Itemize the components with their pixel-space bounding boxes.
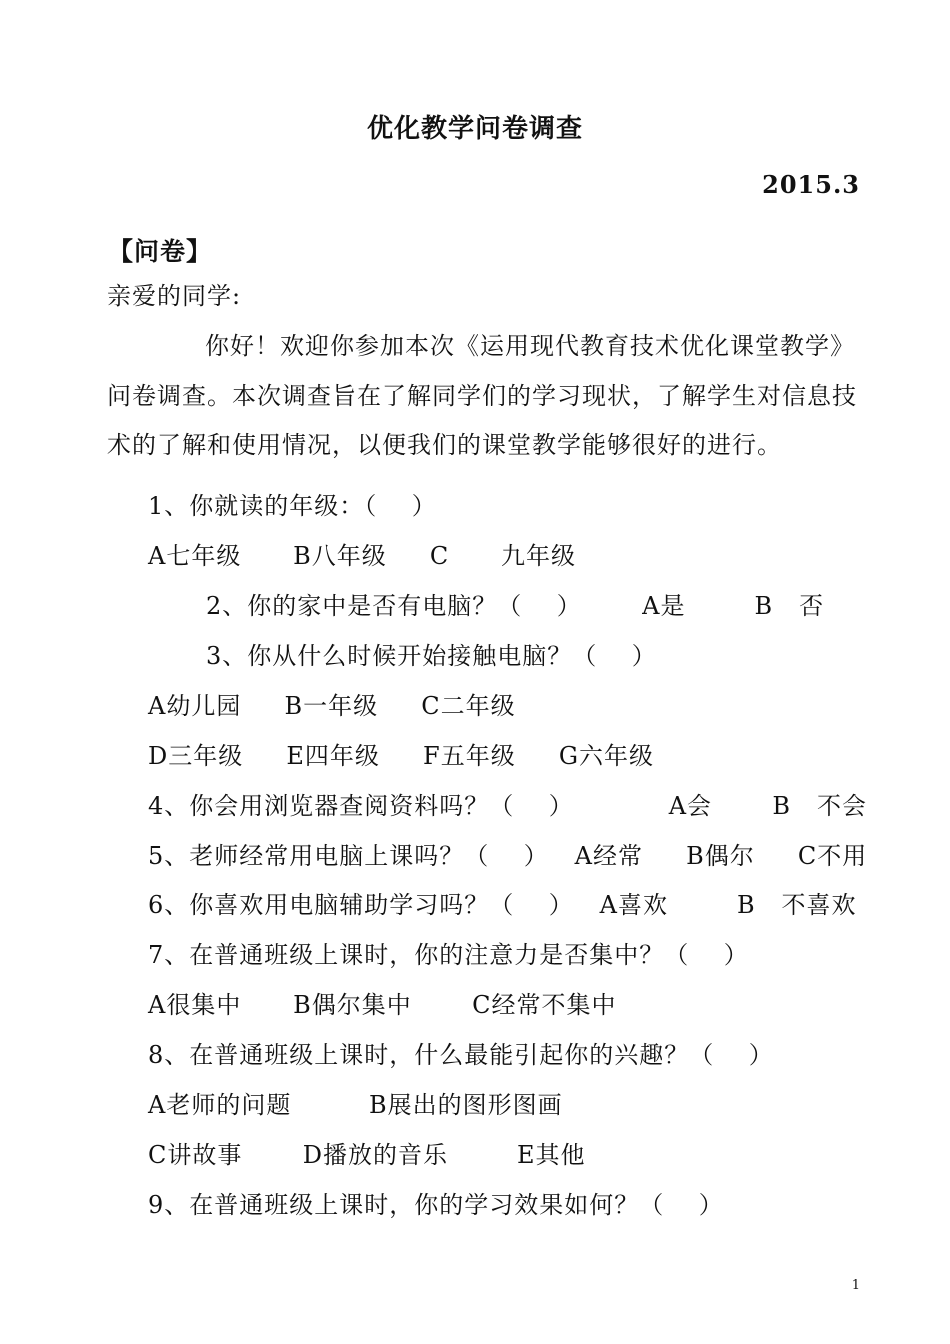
question-1: 1、你就读的年级：（ ） [148, 492, 437, 520]
intro-line-2: 问卷调查。本次调查旨在了解同学们的学习现状，了解学生对信息技 [107, 382, 857, 410]
intro-line-1: 你好！欢迎你参加本次《运用现代教育技术优化课堂教学》 [205, 332, 855, 360]
intro-line-3: 术的了解和使用情况，以便我们的课堂教学能够很好的进行。 [107, 431, 782, 459]
page-number: 1 [851, 1278, 860, 1293]
survey-date: 2015.3 [762, 170, 860, 199]
question-1-options: A七年级 B八年级 C 九年级 [148, 542, 577, 570]
question-2: 2、你的家中是否有电脑？（ ） A是 B 否 [206, 592, 825, 620]
question-9: 9、在普通班级上课时，你的学习效果如何？（ ） [148, 1191, 724, 1219]
question-8-options-row-2: C讲故事 D播放的音乐 E其他 [148, 1141, 586, 1169]
question-3-options-row-2: D三年级 E四年级 F五年级 G六年级 [148, 742, 655, 770]
section-heading: 【问卷】 [108, 237, 213, 266]
question-8-options-row-1: A老师的问题 B展出的图形图画 [148, 1091, 563, 1119]
question-6: 6、你喜欢用电脑辅助学习吗？（ ） A喜欢 B 不喜欢 [148, 891, 857, 919]
question-7-options: A很集中 B偶尔集中 C经常不集中 [148, 991, 617, 1019]
question-5: 5、老师经常用电脑上课吗？（ ） A经常 B偶尔 C不用 [148, 842, 868, 870]
question-8: 8、在普通班级上课时，什么最能引起你的兴趣？（ ） [148, 1041, 774, 1069]
question-7: 7、在普通班级上课时，你的注意力是否集中？（ ） [148, 941, 749, 969]
question-4: 4、你会用浏览器查阅资料吗？（ ） A会 B 不会 [148, 792, 867, 820]
page-title: 优化教学问卷调查 [366, 114, 583, 144]
question-3: 3、你从什么时候开始接触电脑？（ ） [206, 642, 657, 670]
question-3-options-row-1: A幼儿园 B一年级 C二年级 [148, 692, 516, 720]
greeting: 亲爱的同学: [107, 282, 242, 310]
